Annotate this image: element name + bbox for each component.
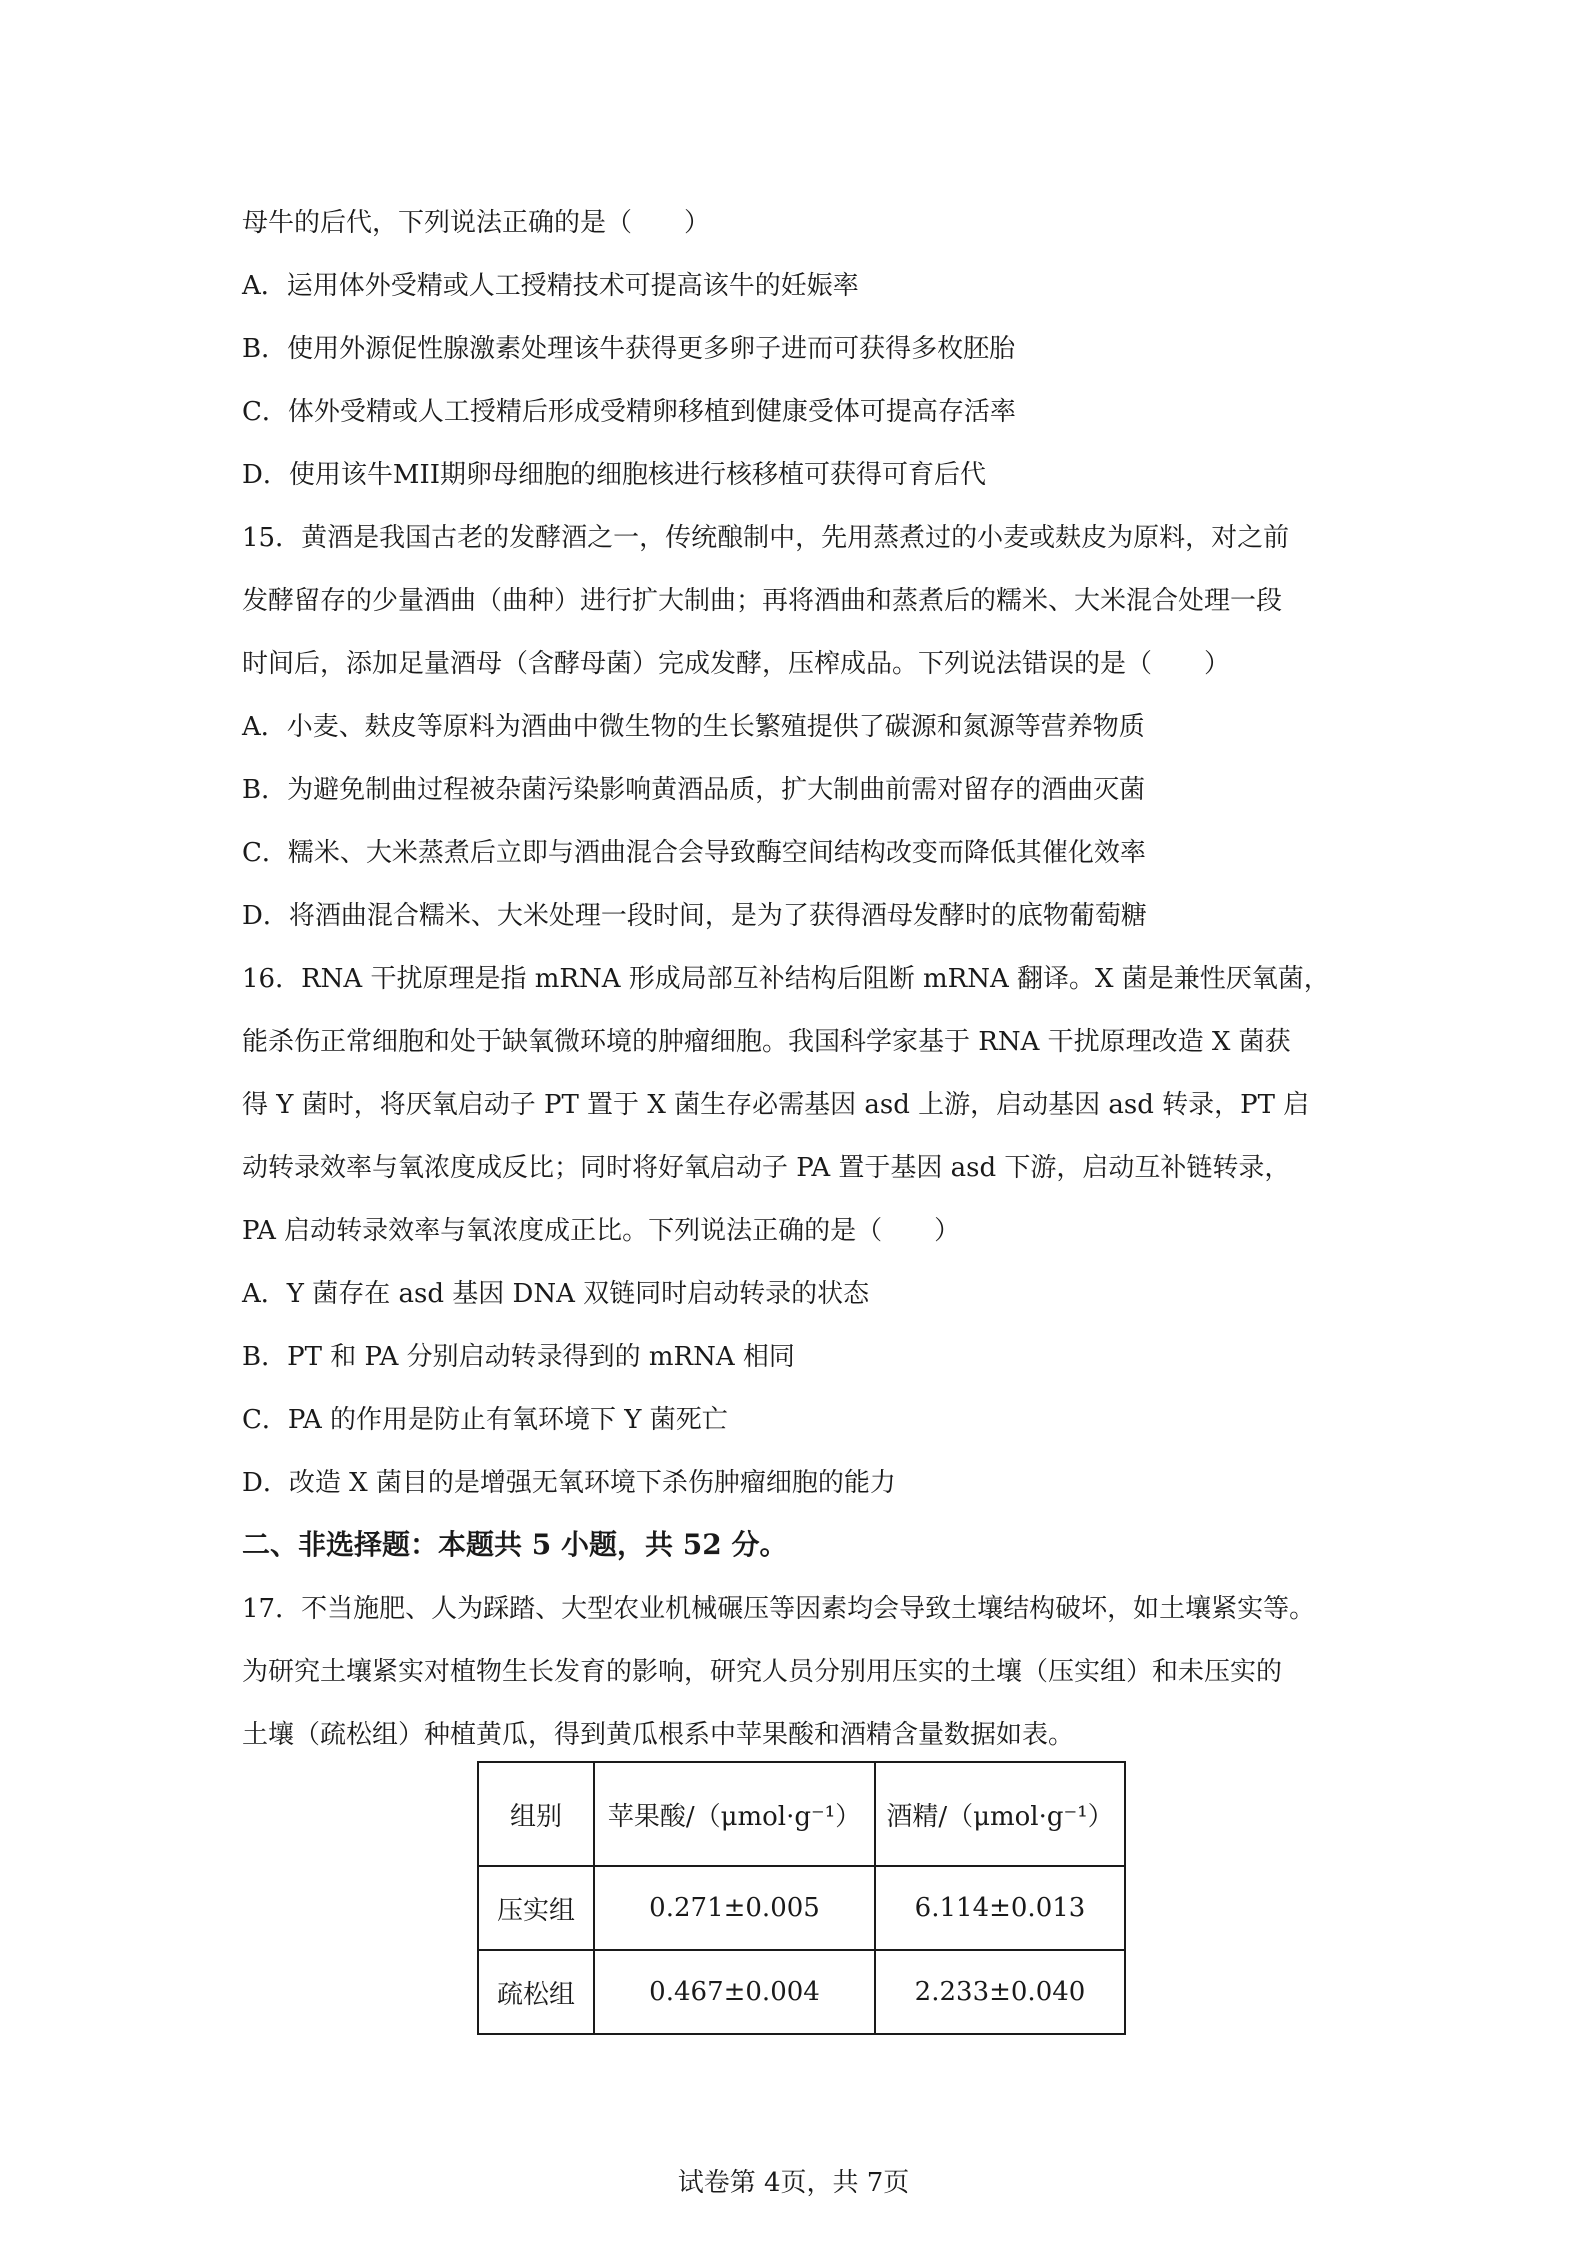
q15-stem-line-2: 发酵留存的少量酒曲（曲种）进行扩大制曲；再将酒曲和蒸煮后的糯米、大米混合处理一段 [242, 586, 1283, 616]
table-cell: 6.114±0.013 [875, 1866, 1125, 1950]
q16-option-b: B．PT 和 PA 分别启动转录得到的 mRNA 相同 [242, 1342, 795, 1372]
table-row [478, 1950, 1125, 2034]
table-cell: 压实组 [478, 1866, 594, 1950]
q14-option-c: C．体外受精或人工授精后形成受精卵移植到健康受体可提高存活率 [242, 397, 1016, 427]
q14-stem-tail: 母牛的后代，下列说法正确的是（ ） [242, 208, 711, 238]
q17-stem-line-1: 17．不当施肥、人为踩踏、大型农业机械碾压等因素均会导致土壤结构破坏，如土壤紧实等。 [242, 1594, 1316, 1624]
table-cell: 疏松组 [478, 1950, 594, 2034]
table-header-cell: 苹果酸/（μmol·g⁻¹） [594, 1762, 875, 1866]
q14-option-b: B．使用外源促性腺激素处理该牛获得更多卵子进而可获得多枚胚胎 [242, 334, 1016, 364]
q14-option-d: D．使用该牛MII期卵母细胞的细胞核进行核移植可获得可育后代 [242, 460, 987, 490]
table-header-cell: 组别 [478, 1762, 594, 1866]
q16-stem-line-3: 得 Y 菌时，将厌氧启动子 PT 置于 X 菌生存必需基因 asd 上游，启动基因 asd 转录，PT 启 [242, 1090, 1310, 1120]
q15-stem-line-1: 15．黄酒是我国古老的发酵酒之一，传统酿制中，先用蒸煮过的小麦或麸皮为原料，对之前 [242, 523, 1290, 553]
q15-option-d: D．将酒曲混合糯米、大米处理一段时间，是为了获得酒母发酵时的底物葡萄糖 [242, 901, 1147, 931]
q17-stem-line-2: 为研究土壤紧实对植物生长发育的影响，研究人员分别用压实的土壤（压实组）和未压实的 [242, 1657, 1283, 1687]
q16-stem-line-2: 能杀伤正常细胞和处于缺氧微环境的肿瘤细胞。我国科学家基于 RNA 干扰原理改造 X 菌获 [242, 1027, 1291, 1057]
table-cell: 0.467±0.004 [594, 1950, 875, 2034]
q16-stem-line-5: PA 启动转录效率与氧浓度成正比。下列说法正确的是（ ） [242, 1216, 961, 1246]
table-row [478, 1866, 1125, 1950]
q17-stem-line-3: 土壤（疏松组）种植黄瓜，得到黄瓜根系中苹果酸和酒精含量数据如表。 [242, 1720, 1075, 1750]
section-heading: 二、非选择题：本题共 5 小题，共 52 分。 [242, 1528, 788, 1561]
q16-stem-line-1: 16．RNA 干扰原理是指 mRNA 形成局部互补结构后阻断 mRNA 翻译。X 菌是兼性厌氧菌， [242, 964, 1330, 994]
data-table [477, 1761, 1126, 2035]
q15-option-c: C．糯米、大米蒸煮后立即与酒曲混合会导致酶空间结构改变而降低其催化效率 [242, 838, 1146, 868]
table-cell: 2.233±0.040 [875, 1950, 1125, 2034]
page-footer: 试卷第 4页，共 7页 [677, 2168, 910, 2198]
q16-stem-line-4: 动转录效率与氧浓度成反比；同时将好氧启动子 PA 置于基因 asd 下游，启动互补链转录， [242, 1153, 1291, 1183]
table-header-row [478, 1762, 1125, 1866]
q16-option-a: A．Y 菌存在 asd 基因 DNA 双链同时启动转录的状态 [242, 1279, 870, 1309]
q15-option-a: A．小麦、麸皮等原料为酒曲中微生物的生长繁殖提供了碳源和氮源等营养物质 [242, 712, 1145, 742]
q14-option-a: A．运用体外受精或人工授精技术可提高该牛的妊娠率 [242, 271, 859, 301]
q15-stem-line-3: 时间后，添加足量酒母（含酵母菌）完成发酵，压榨成品。下列说法错误的是（ ） [242, 649, 1231, 679]
q15-option-b: B．为避免制曲过程被杂菌污染影响黄酒品质，扩大制曲前需对留存的酒曲灭菌 [242, 775, 1146, 805]
table-cell: 0.271±0.005 [594, 1866, 875, 1950]
table-header-cell: 酒精/（μmol·g⁻¹） [875, 1762, 1125, 1866]
q16-option-c: C．PA 的作用是防止有氧环境下 Y 菌死亡 [242, 1405, 728, 1435]
q16-option-d: D．改造 X 菌目的是增强无氧环境下杀伤肿瘤细胞的能力 [242, 1468, 896, 1498]
